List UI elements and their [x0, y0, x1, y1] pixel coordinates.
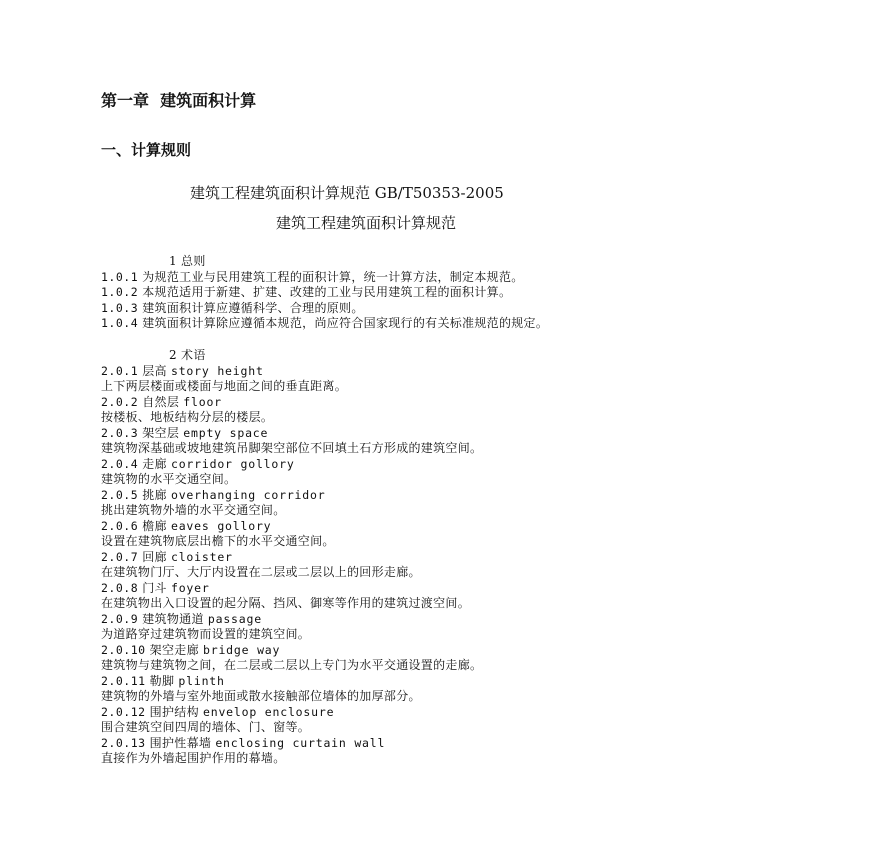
section-heading-general: 1 总则	[169, 254, 206, 268]
term-definition: 建筑物与建筑物之间，在二层或二层以上专门为水平交通设置的走廊。	[101, 658, 483, 672]
term-definition: 设置在建筑物底层出檐下的水平交通空间。	[101, 534, 335, 548]
term-name: 挑廊	[142, 487, 167, 502]
term-definition: 为道路穿过建筑物而设置的建筑空间。	[101, 627, 311, 641]
term-english: story height	[170, 363, 264, 378]
term-2-0-9	[101, 612, 841, 628]
clause-text: 为规范工业与民用建筑工程的面积计算，统一计算方法，制定本规范。	[142, 269, 524, 284]
term-definition: 挑出建筑物外墙的水平交通空间。	[101, 503, 286, 517]
clause-text: 建筑面积计算应遵循科学、合理的原则。	[142, 300, 364, 315]
term-english: empty space	[183, 425, 269, 440]
term-definition: 建筑物深基础或坡地建筑吊脚架空部位不回填土石方形成的建筑空间。	[101, 441, 483, 455]
clause-1-0-2	[101, 285, 841, 301]
term-definition: 建筑物的外墙与室外地面或散水接触部位墙体的加厚部分。	[101, 689, 421, 703]
term-name: 架空走廊	[149, 642, 199, 657]
term-english: enclosing curtain wall	[215, 735, 386, 750]
term-2-0-1	[101, 364, 841, 380]
clause-number: 1.0.3	[101, 300, 139, 315]
term-english: passage	[207, 611, 262, 626]
term-name: 架空层	[142, 425, 180, 440]
section-heading-terms: 2 术语	[169, 348, 206, 362]
term-2-0-3	[101, 426, 841, 442]
term-number: 2.0.12	[101, 704, 146, 719]
terms-section	[101, 348, 841, 767]
chapter-title: 第一章 建筑面积计算	[101, 91, 257, 110]
term-english: plinth	[178, 673, 225, 688]
term-english: eaves gollory	[170, 518, 272, 533]
term-2-0-11	[101, 674, 841, 690]
document-title: 建筑工程建筑面积计算规范 GB/T50353-2005	[190, 184, 504, 202]
term-english: floor	[183, 394, 222, 409]
term-definition: 围合建筑空间四周的墙体、门、窗等。	[101, 720, 311, 734]
term-2-0-8	[101, 581, 841, 597]
term-2-0-2	[101, 395, 841, 411]
term-name: 勒脚	[149, 673, 175, 688]
term-definition: 上下两层楼面或楼面与地面之间的垂直距离。	[101, 379, 348, 393]
document-subtitle: 建筑工程建筑面积计算规范	[276, 214, 457, 232]
term-number: 2.0.9	[101, 611, 139, 626]
term-number: 2.0.10	[101, 642, 146, 657]
clause-number: 1.0.4	[101, 316, 139, 330]
term-2-0-4	[101, 457, 841, 473]
term-2-0-5	[101, 488, 841, 504]
term-english: corridor gollory	[170, 456, 295, 471]
term-english: bridge way	[203, 642, 281, 657]
term-number: 2.0.8	[101, 580, 139, 595]
clause-text: 本规范适用于新建、扩建、改建的工业与民用建筑工程的面积计算。	[142, 285, 512, 299]
term-english: envelop enclosure	[203, 704, 335, 719]
term-2-0-6	[101, 519, 841, 535]
term-name: 走廊	[142, 456, 167, 471]
section-title: 一、计算规则	[101, 141, 192, 159]
term-number: 2.0.4	[101, 456, 139, 471]
term-number: 2.0.3	[101, 425, 139, 440]
term-name: 围护结构	[149, 704, 199, 719]
general-provisions-section	[101, 254, 841, 332]
term-definition: 在建筑物出入口设置的起分隔、挡风、御寒等作用的建筑过渡空间。	[101, 596, 471, 610]
term-name: 自然层	[142, 394, 180, 409]
clause-1-0-3	[101, 301, 841, 317]
term-name: 门斗	[142, 580, 167, 595]
term-number: 2.0.11	[101, 673, 146, 688]
term-2-0-13	[101, 736, 841, 752]
term-number: 2.0.13	[101, 735, 146, 750]
term-2-0-10	[101, 643, 841, 659]
term-2-0-12	[101, 705, 841, 721]
term-2-0-7	[101, 550, 841, 566]
clause-text: 建筑面积计算除应遵循本规范，尚应符合国家现行的有关标准规范的规定。	[142, 316, 549, 330]
term-name: 建筑物通道	[142, 611, 204, 626]
term-name: 围护性幕墙	[149, 735, 212, 750]
term-english: cloister	[170, 549, 233, 564]
term-name: 层高	[142, 363, 167, 378]
term-english: foyer	[170, 580, 210, 595]
term-english: overhanging corridor	[170, 487, 326, 502]
clause-1-0-1	[101, 270, 841, 286]
term-name: 回廊	[142, 549, 167, 564]
term-definition: 直接作为外墙起围护作用的幕墙。	[101, 751, 286, 765]
term-number: 2.0.5	[101, 487, 139, 502]
term-definition: 建筑物的水平交通空间。	[101, 472, 237, 486]
clause-1-0-4	[101, 316, 841, 332]
term-definition: 在建筑物门厅、大厅内设置在二层或二层以上的回形走廊。	[101, 565, 421, 579]
clause-number: 1.0.2	[101, 285, 139, 299]
term-number: 2.0.2	[101, 394, 139, 409]
term-name: 檐廊	[142, 518, 167, 533]
clause-number: 1.0.1	[101, 269, 139, 284]
term-definition: 按楼板、地板结构分层的楼层。	[101, 410, 274, 424]
term-number: 2.0.1	[101, 363, 139, 378]
term-number: 2.0.7	[101, 549, 139, 564]
term-number: 2.0.6	[101, 518, 139, 533]
